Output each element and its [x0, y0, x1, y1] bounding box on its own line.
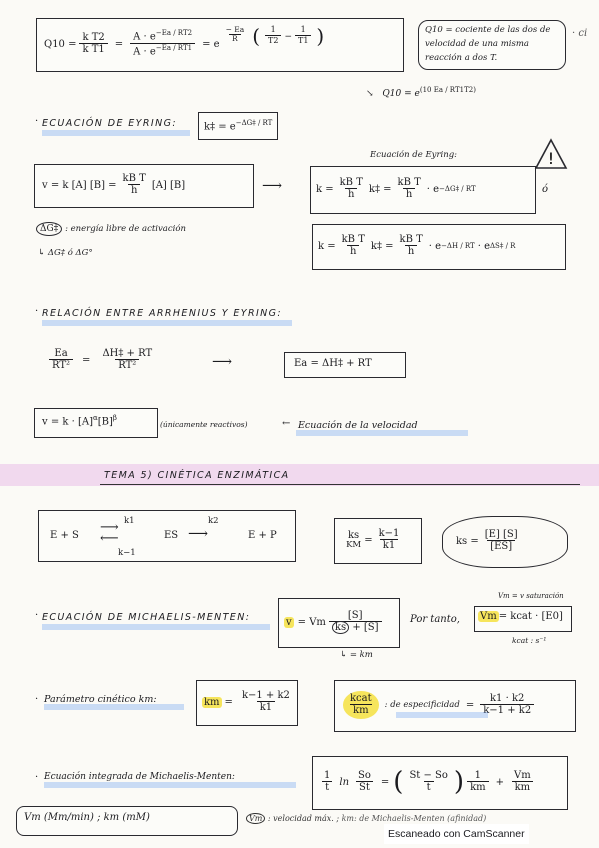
q10-paren-close: )	[316, 24, 325, 48]
mm-ks: ks	[332, 621, 349, 634]
scheme-km1: k−1	[118, 548, 136, 558]
q10-kt1: k T1	[79, 43, 107, 56]
integrada-one: 1	[324, 770, 331, 782]
dg-note: : energía libre de activación	[65, 224, 186, 234]
scanner-label: Escaneado con CamScanner	[388, 828, 525, 840]
km-num: k−1 + k2	[241, 690, 290, 702]
eyring-k2-mid: k‡ =	[370, 240, 394, 252]
eyring-k2-h2: h	[405, 245, 417, 258]
mm-s: [S]	[347, 610, 363, 622]
q10-result-exp: (10 Ea / RT1T2)	[419, 86, 476, 94]
bottom-cut-text: km: de Michaelis-Menten (afinidad)	[341, 814, 487, 823]
integrada-title-highlight	[44, 782, 296, 788]
eyring-kdef	[204, 119, 272, 132]
ks-right	[456, 522, 524, 560]
eyring-k1-h: h	[345, 188, 357, 201]
mm-bullet: ·	[35, 610, 39, 621]
scanner-footer	[384, 824, 529, 844]
q10-exp-frac	[223, 26, 248, 44]
relacion-ea: Ea	[54, 348, 68, 360]
mm-por-tanto: Por tanto,	[410, 614, 460, 625]
km-den: k1	[257, 701, 275, 714]
q10-paren-b	[295, 26, 311, 45]
kcat-spec: : de especificidad	[384, 700, 460, 710]
ks-right-lhs: ks =	[456, 535, 479, 547]
eyring-title-highlight	[42, 130, 190, 136]
eyring-title: ECUACIÓN DE EYRING:	[42, 118, 177, 129]
q10-result: Q10 = e	[382, 89, 420, 99]
integrada-km2: km	[512, 781, 534, 794]
eyring-k2-exp2: ΔS‡ / R	[490, 242, 516, 250]
q10-exp-den: R	[229, 34, 241, 44]
mm-vm: = Vm	[297, 616, 326, 628]
integrada-formula	[318, 760, 537, 804]
rate-law-caption: Ecuación de la velocidad	[298, 420, 418, 431]
eyring-k1-lhs: k =	[316, 183, 334, 195]
ks-right-den: [ES]	[487, 540, 515, 553]
rate-law-caption-highlight	[296, 430, 468, 436]
integrada-paren-open: (	[393, 767, 404, 797]
q10-lhs: Q10 =	[44, 38, 77, 50]
q10-paren-b-den: T1	[295, 35, 311, 45]
q10-note: Q10 = cociente de las dos de velocidad de una misma reacción a dos T.	[425, 25, 551, 63]
rate-law-text: v = k · [A]	[42, 416, 94, 428]
relacion-rt2: RT²	[49, 359, 73, 372]
q10-arrhenius-ratio	[130, 30, 195, 57]
dg-alt: ↳ ΔG‡ ó ΔG°	[38, 248, 93, 258]
rate-law-beta: β	[112, 414, 117, 422]
q10-arrow-result	[366, 86, 476, 99]
eyring-rate-ab: [A] [B]	[151, 179, 186, 191]
integrada-t: t	[322, 781, 332, 794]
kcat-eq: =	[465, 699, 475, 711]
rate-law	[42, 414, 117, 427]
integrada-plus: +	[495, 776, 505, 788]
mm-title-highlight	[42, 624, 270, 630]
ks-formula: ks KM = $\frac{k-1}{k1}$	[342, 522, 405, 558]
integrada-km: km	[467, 781, 489, 794]
mm-title: ECUACIÓN DE MICHAELIS-MENTEN:	[42, 612, 251, 623]
q10-paren-open: (	[252, 24, 260, 48]
vm-label: Vm	[480, 611, 497, 622]
km-eq: =	[224, 696, 233, 708]
dg-alt-text: ΔG‡ ó ΔG°	[47, 248, 93, 258]
eyring-rate-frac	[120, 173, 149, 197]
eyring-k1-kbt: kB T	[339, 177, 363, 189]
scheme-forward-icon: ⟶	[188, 526, 209, 542]
q10-eq-e: = e	[202, 38, 220, 50]
eyring-caption: Ecuación de Eyring:	[370, 150, 458, 160]
ks-num: k−1	[378, 528, 400, 540]
km-bullet: ·	[35, 694, 39, 705]
rate-law-alpha: α	[93, 414, 98, 422]
km-title-highlight	[44, 704, 184, 710]
eyring-arrow-icon: ⟶	[262, 178, 283, 194]
scheme-complex: ES	[164, 530, 179, 541]
q10-paren-b-num: 1	[300, 25, 306, 34]
eyring-kdef-exp: −ΔG‡ / RT	[235, 119, 273, 127]
integrada-ln: ln	[339, 776, 350, 788]
bottom-note	[246, 814, 486, 823]
eyring-k1-kbt2: kB T	[397, 177, 421, 189]
rate-law-b: [B]	[97, 416, 113, 428]
bottom-vm: Vm	[246, 813, 265, 824]
ks-right-num: [E] [S]	[484, 529, 518, 541]
scheme-k2: k2	[208, 516, 219, 526]
tema5-band	[0, 464, 599, 486]
mm-plus-s: + [S]	[352, 622, 379, 634]
kcat-num2: k1 · k2	[490, 693, 525, 705]
kcat-formula	[340, 686, 537, 724]
relacion-eq-den: RT²	[115, 359, 139, 372]
vm-eq: = kcat · [E0]	[498, 611, 563, 622]
eyring-kdef-text: k‡ = e	[204, 121, 236, 133]
q10-paren-a	[265, 26, 281, 45]
vm-formula	[478, 611, 563, 622]
bottom-note-text: : velocidad máx. ;	[267, 814, 340, 823]
integrada-eq: =	[380, 776, 390, 788]
q10-equals-1: =	[114, 38, 124, 50]
eyring-k2: k = $\frac{\text{kB T}}{h}$ k‡ = $\frac{\text{kB T}}{h}$ · e −ΔH / RT · e ΔS‡ / R	[318, 234, 516, 258]
q10-num-exp: −Ea / RT2	[155, 29, 193, 38]
integrada-paren-den: t	[424, 781, 434, 794]
q10-arrow-icon: ↘	[366, 89, 374, 99]
ks-lhs: ks	[348, 530, 360, 542]
eyring-k2-kbt2: kB T	[399, 234, 423, 246]
warning-icon	[534, 138, 568, 170]
q10-kt2: k T2	[82, 32, 105, 44]
dg-label	[36, 224, 186, 234]
ks-sub: KM	[346, 540, 362, 551]
q10-den-exp: −Ea / RT1	[155, 43, 193, 52]
kcat-den2: k−1 + k2	[480, 704, 534, 717]
integrada-st: St	[356, 781, 373, 794]
ks-den: k1	[380, 539, 398, 552]
integrada-bullet: ·	[35, 772, 39, 783]
relacion-title: RELACIÓN ENTRE ARRHENIUS Y EYRING:	[42, 308, 283, 319]
tema5-title: TEMA 5) CINÉTICA ENZIMÁTICA	[104, 470, 290, 481]
eyring-bullet: ·	[35, 116, 39, 127]
integrada-paren-num: St − So	[409, 770, 448, 782]
integrada-so: So	[358, 770, 371, 782]
eyring-k1-h2: h	[403, 188, 415, 201]
mm-formula	[284, 602, 385, 642]
q10-exp-num: − Ea	[225, 25, 245, 34]
relacion-formula: $\frac{Ea}{\text{RT²}}$ = $\frac{\Delta H\ddagger + RT}{\text{RT²}}$	[46, 340, 158, 380]
scheme-equilibrium-icon: ⟶ ⟵	[100, 520, 119, 546]
relacion-arrow-icon: ⟶	[212, 354, 233, 370]
q10-note-box	[418, 20, 566, 70]
relacion-bullet: ·	[35, 306, 39, 317]
kcat-spec-highlight	[396, 712, 488, 718]
eyring-k2-exp1: −ΔH / RT	[441, 242, 475, 250]
eyring-k2-lhs: k =	[318, 240, 336, 252]
kcat-den: km	[350, 704, 372, 717]
q10-num: A · e	[133, 31, 156, 43]
rate-law-arrow: ←	[282, 418, 291, 429]
relacion-title-highlight	[42, 320, 292, 326]
integrada-one-b: 1	[474, 770, 482, 782]
eyring-rate-lhs: v = k [A] [B] =	[42, 179, 117, 191]
integrada-title: Ecuación integrada de Michaelis-Menten:	[44, 772, 235, 782]
vm-note: Vm = v saturación	[498, 592, 564, 600]
kcat-num: kcat	[350, 693, 372, 705]
q10-paren-a-den: T2	[265, 35, 281, 45]
tema5-underline	[100, 484, 580, 485]
mm-ks-km: ↳ = km	[340, 650, 373, 660]
eyring-k1-mid: k‡ =	[368, 183, 392, 195]
kcat-unit: kcat : s⁻¹	[512, 636, 547, 645]
eyring-k1-exp: −ΔG‡ / RT	[439, 185, 476, 193]
eyring-rate-h: h	[128, 184, 140, 197]
relacion-result: Ea = ΔH‡ + RT	[294, 358, 372, 369]
km-title: Parámetro cinético km:	[44, 694, 157, 705]
units: Vm (Mm/min) ; km (mM)	[24, 812, 150, 823]
scheme-k1: k1	[124, 516, 135, 526]
eyring-rate	[42, 169, 185, 201]
q10-ratio	[79, 32, 107, 56]
integrada-vm: Vm	[514, 770, 531, 782]
km-label: km	[204, 696, 220, 708]
eyring-k2-kbt: kB T	[341, 234, 365, 246]
q10-den: A · e	[133, 46, 156, 58]
relacion-eq-num: ΔH‡ + RT	[102, 348, 153, 360]
q10-minus: −	[284, 32, 292, 42]
q10-formula	[44, 24, 324, 64]
q10-paren-a-num: 1	[270, 25, 276, 34]
km-formula	[202, 684, 296, 720]
eyring-k1: k = $\frac{\text{kB T}}{h}$ k‡ = $\frac{\text{kB T}}{h}$ · e −ΔG‡ / RT	[316, 177, 476, 201]
rate-law-note: (únicamente reactivos)	[160, 420, 248, 429]
warning-mark: !	[547, 149, 555, 168]
scheme-es: E + S	[50, 530, 79, 541]
scheme-products: E + P	[248, 530, 277, 541]
eyring-k2-h: h	[347, 245, 359, 258]
eyring-o: ó	[542, 184, 549, 195]
dg-circled: ΔG‡	[36, 222, 62, 236]
q10-side-cut: · ci	[572, 28, 588, 39]
integrada-paren-close: )	[453, 767, 465, 797]
mm-v: v	[286, 616, 292, 628]
eyring-rate-kbt: kB T	[122, 173, 146, 185]
